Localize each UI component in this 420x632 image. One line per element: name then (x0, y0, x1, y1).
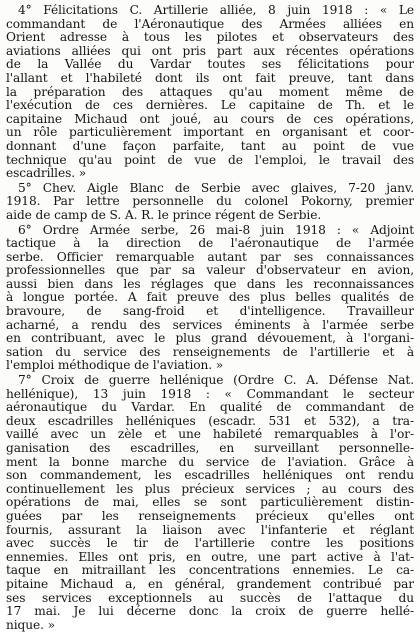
citation-entry-4 (6, 4, 414, 181)
text-line: ganisation des escadrilles, en surveillant personnelle- (6, 442, 414, 455)
text-line: l'emploi méthodique de l'aviation. » (6, 359, 224, 373)
text-line: en contribuant, avec le plus grand dévouement, à l'organi- (6, 332, 414, 346)
text-line: guées par les renseignements précieux qu'elles ont (6, 509, 414, 523)
text-line: hellénique), 13 juin 1918 : « Commandant le secteur (6, 387, 414, 401)
text-line: continuellement les plus précieux services ; au cours des (6, 482, 414, 496)
text-line: l'exécution de ces dernières. Le capitaine de Th. et le (6, 99, 414, 113)
text-line: bravoure, de sang-froid et d'intelligence. Travailleur (6, 305, 414, 319)
text-line: commandant de l'Aéronautique des Armées alliées en (6, 17, 414, 31)
text-line: 6° Ordre Armée serbe, 26 mai-8 juin 1918 : « Adjoint (18, 223, 414, 237)
text-line: Orient adresse à tous les pilotes et observateurs des (6, 31, 414, 45)
text-line: vaillé avec un zèle et une habileté remarquables à l'or- (6, 428, 414, 442)
text-line: un rôle particulièrement important en organisant et coor- (6, 126, 414, 140)
text-line: l'allant et l'habileté dont ils ont fait preuve, tant dans (6, 71, 414, 85)
citation-entry-7 (6, 374, 414, 632)
text-line: 1918. Par lettre personnelle du colonel Pokorny, premier (6, 195, 414, 209)
text-line: donnant d'une façon parfaite, tant au point de vue (6, 139, 414, 153)
text-line: 7° Croix de guerre hellénique (Ordre C. A. Défense Nat. (18, 374, 414, 388)
text-line: capitaine Michaud ont joué, au cours de ces opérations, (6, 112, 414, 126)
text-line: professionnelles que par sa valeur d'observateur en avion, (6, 264, 414, 278)
text-line: aide de camp de S. A. R. le prince régent de Serbie. (6, 208, 322, 222)
citation-entry-6 (6, 224, 414, 374)
text-line: technique qu'au point de vue de l'emploi, le travail des (6, 153, 414, 167)
text-line: 4° Félicitations C. Artillerie alliée, 8 juin 1918 : « Le (18, 4, 414, 17)
text-line: 17 mai. Je lui décerne donc la croix de guerre hellé- (6, 605, 414, 619)
text-line: opérations de mai, elles se sont particulièrement distin- (6, 496, 414, 510)
text-line: avec succès le tir de l'artillerie contre les positions (6, 537, 414, 551)
text-line: la préparation des attaques qu'au moment même de (6, 85, 414, 99)
text-line: aussi bien dans les réglages que dans les reconnaissances (6, 277, 414, 291)
text-line: taque en mitraillant les concentrations ennemies. Le ca- (6, 564, 414, 578)
text-line: aviations alliées qui ont pris part aux récentes opérations (6, 44, 414, 58)
text-line: ment la bonne marche du service de l'aviation. Grâce à (6, 455, 414, 469)
text-line: deux escadrilles helléniques (escadr. 531 et 532), a tra- (6, 414, 414, 428)
text-line: nique. » (6, 618, 56, 632)
text-line: ses services exceptionnels au succès de l'attaque du (6, 591, 414, 605)
citation-entry-5 (6, 182, 414, 223)
text-line: à longue portée. A fait preuve des plus belles qualités de (6, 291, 414, 305)
text-line: tactique à la direction de l'aéronautique de l'armée (6, 237, 414, 251)
text-line: de la Vallée du Vardar toutes ses félicitations pour (6, 58, 414, 72)
text-line: escadrilles. » (6, 167, 87, 181)
text-line: fournis, assurant la liaison avec l'infanterie et réglant (6, 523, 414, 537)
text-line: pitaine Michaud a, en général, grandement contribué par (6, 577, 414, 591)
text-line: ennemies. Elles ont pris, en outre, une part active à l'at- (6, 550, 414, 564)
text-line: sation du service des renseignements de l'artillerie et à (6, 345, 414, 359)
text-line: aéronautique du Vardar. En qualité de commandant de (6, 401, 414, 415)
text-line: 5° Chev. Aigle Blanc de Serbie avec glaives, 7-20 janv. (18, 181, 414, 195)
text-line: acharné, a rendu des services éminents à l'armée serbe (6, 318, 414, 332)
text-line: son commandement, les escadrilles helléniques ont rendu (6, 469, 414, 483)
text-line: serbe. Officier remarquable autant par ses connaissances (6, 250, 414, 264)
